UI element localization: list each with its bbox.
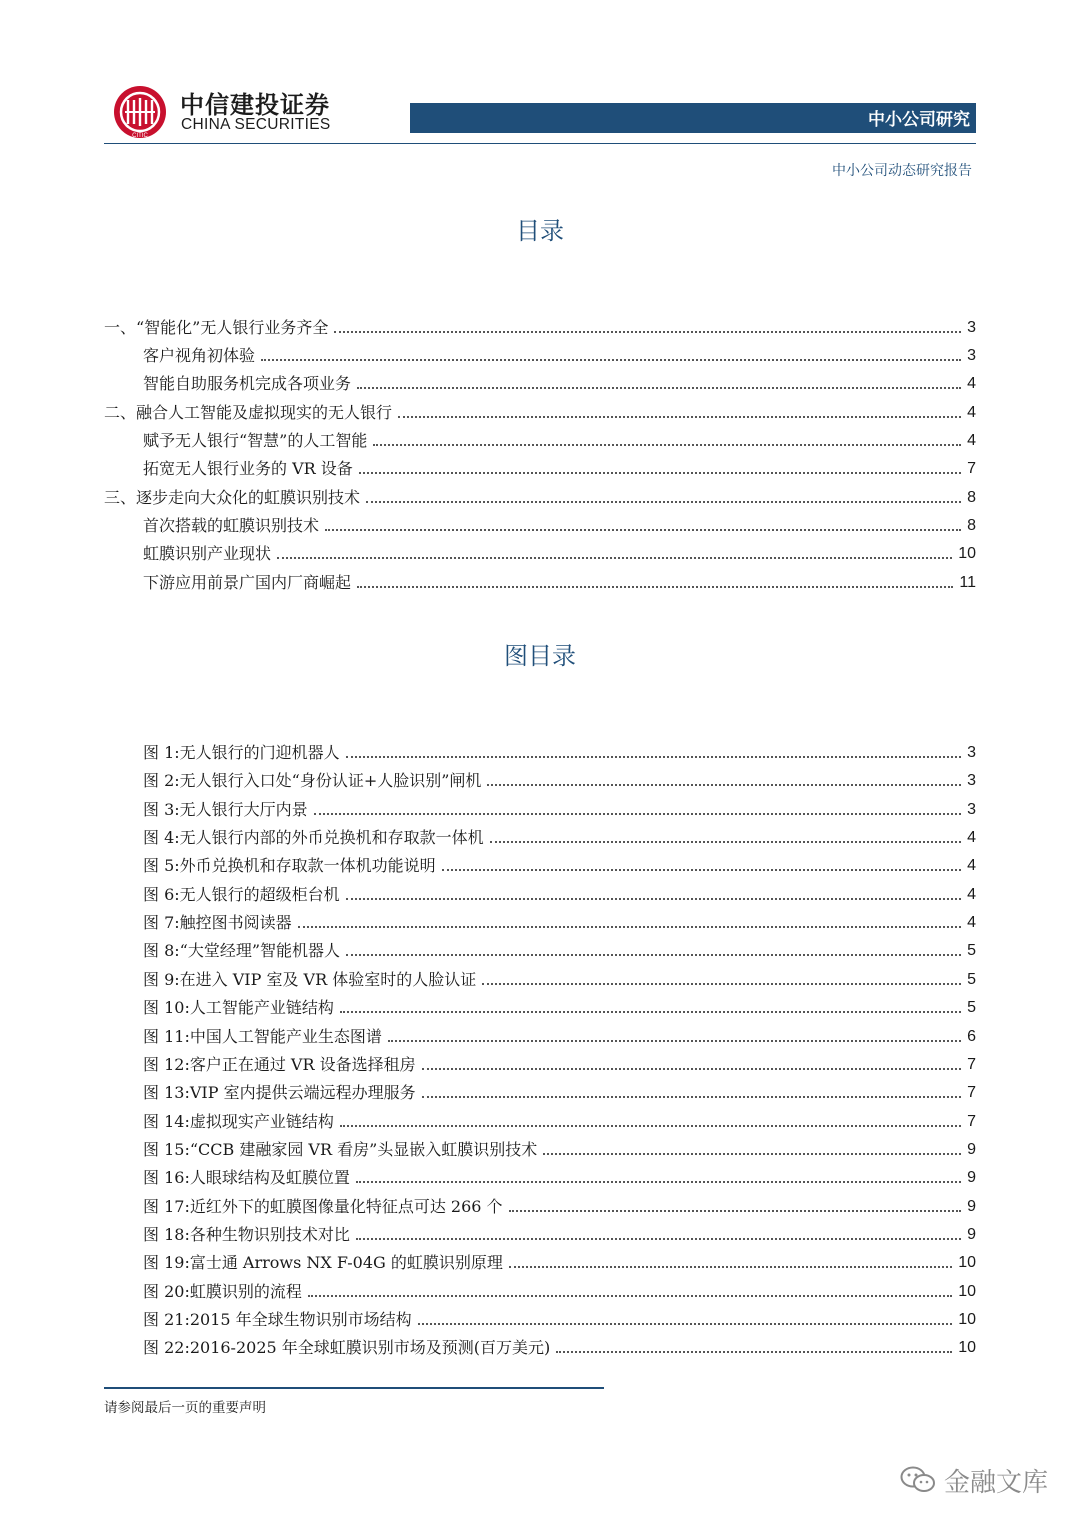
toc-entry[interactable] — [143, 457, 976, 479]
figure-entry[interactable] — [143, 769, 976, 791]
figure-leader — [418, 1323, 953, 1325]
figure-entry-text: 图 19:富士通 Arrows NX F-04G 的虹膜识别原理 — [143, 1253, 503, 1272]
figure-entry-page: 5 — [967, 971, 976, 988]
citic-logo-icon — [112, 84, 168, 140]
figure-entry-text: 图 5:外币兑换机和存取款一体机功能说明 — [143, 856, 436, 875]
brand-logo — [112, 84, 332, 140]
figure-entry[interactable] — [143, 911, 976, 933]
footer-divider — [104, 1387, 604, 1389]
figure-leader — [422, 1068, 961, 1070]
figure-entry[interactable] — [143, 1308, 976, 1330]
toc-title: 目录 — [516, 217, 564, 245]
figure-entry[interactable] — [143, 1053, 976, 1075]
toc-entry[interactable] — [143, 344, 976, 366]
logo-lettering: CITIC — [132, 133, 148, 139]
watermark — [900, 1462, 1048, 1498]
figure-entry-text: 图 1:无人银行的门迎机器人 — [143, 743, 340, 762]
figure-leader — [388, 1040, 961, 1042]
toc-entry-page: 3 — [967, 319, 976, 336]
figure-leader — [314, 813, 961, 815]
toc-entry-text: 三、逐步走向大众化的虹膜识别技术 — [104, 488, 361, 507]
toc-entry-text: 赋予无人银行“智慧”的人工智能 — [143, 431, 368, 450]
figure-entry[interactable] — [143, 996, 976, 1018]
toc-entry-text: 下游应用前景广国内厂商崛起 — [143, 573, 352, 592]
figure-entry[interactable] — [143, 1166, 976, 1188]
figure-entry-page: 3 — [967, 801, 976, 818]
figure-entry-text: 图 22:2016-2025 年全球虹膜识别市场及预测(百万美元) — [143, 1338, 551, 1357]
figure-entry-text: 图 12:客户正在通过 VR 设备选择租房 — [143, 1055, 416, 1074]
figure-entry-text: 图 4:无人银行内部的外币兑换机和存取款一体机 — [143, 828, 484, 847]
toc-entry[interactable] — [143, 571, 976, 593]
figure-entry-page: 4 — [967, 886, 976, 903]
figure-entry-text: 图 17:近红外下的虹膜图像量化特征点可达 266 个 — [143, 1197, 503, 1216]
brand-name-en: CHINA SECURITIES — [181, 116, 331, 133]
figure-entry[interactable] — [143, 798, 976, 820]
footer-disclaimer: 请参阅最后一页的重要声明 — [104, 1400, 266, 1416]
figure-entry-page: 9 — [967, 1198, 976, 1215]
figure-entry-text: 图 8:“大堂经理”智能机器人 — [143, 941, 341, 960]
figure-leader — [356, 1238, 961, 1240]
toc-entry[interactable] — [143, 542, 976, 564]
toc-entry-page: 8 — [967, 489, 976, 506]
figure-entry-text: 图 15:“CCB 建融家园 VR 看房”头显嵌入虹膜识别技术 — [143, 1140, 538, 1159]
toc-entry[interactable] — [143, 372, 976, 394]
figure-entry[interactable] — [143, 939, 976, 961]
figure-entry-page: 7 — [967, 1056, 976, 1073]
toc-leader — [334, 331, 961, 333]
figure-entry-text: 图 7:触控图书阅读器 — [143, 913, 292, 932]
header-bar — [410, 103, 976, 133]
figure-entry[interactable] — [143, 1081, 976, 1103]
figure-list-title: 图目录 — [504, 642, 576, 670]
figure-leader — [543, 1153, 961, 1155]
watermark-text: 金融文库 — [943, 1467, 1048, 1498]
figure-entry-page: 9 — [967, 1141, 976, 1158]
figure-entry[interactable] — [143, 854, 976, 876]
toc-entry-page: 4 — [967, 432, 976, 449]
figure-leader — [442, 869, 961, 871]
toc-entry-page: 8 — [967, 517, 976, 534]
figure-entry-page: 6 — [967, 1028, 976, 1045]
toc-entry-page: 4 — [967, 375, 976, 392]
figure-leader — [490, 841, 961, 843]
toc-entry-page: 10 — [958, 545, 976, 562]
toc-leader — [359, 472, 961, 474]
header-divider — [104, 143, 976, 144]
toc-leader — [357, 387, 961, 389]
toc-leader — [325, 529, 961, 531]
figure-entry-text: 图 9:在进入 VIP 室及 VR 体验室时的人脸认证 — [143, 970, 477, 989]
toc-entry-text: 智能自助服务机完成各项业务 — [143, 374, 352, 393]
figure-entry[interactable] — [143, 826, 976, 848]
figure-entry[interactable] — [143, 1025, 976, 1047]
figure-entry[interactable] — [143, 1138, 976, 1160]
figure-entry[interactable] — [143, 968, 976, 990]
toc-entry-text: 拓宽无人银行业务的 VR 设备 — [143, 459, 353, 478]
figure-entry-text: 图 20:虹膜识别的流程 — [143, 1282, 302, 1301]
toc-leader — [277, 557, 952, 559]
section-label: 中小公司研究 — [868, 110, 970, 130]
figure-leader — [482, 983, 961, 985]
figure-entry-page: 3 — [967, 744, 976, 761]
toc-leader — [357, 586, 953, 588]
figure-entry-page: 10 — [958, 1339, 976, 1356]
figure-leader — [346, 954, 961, 956]
report-type: 中小公司动态研究报告 — [832, 163, 972, 179]
toc-leader — [373, 444, 961, 446]
figure-leader — [509, 1210, 962, 1212]
figure-entry-page: 3 — [967, 772, 976, 789]
figure-entry-text: 图 14:虚拟现实产业链结构 — [143, 1112, 334, 1131]
toc-entry[interactable] — [104, 486, 976, 508]
figure-entry[interactable] — [143, 1195, 976, 1217]
brand-name-cn: 中信建投证券 — [180, 91, 330, 119]
figure-entry-text: 图 6:无人银行的超级柜台机 — [143, 885, 340, 904]
figure-leader — [556, 1351, 952, 1353]
figure-leader — [346, 756, 961, 758]
wechat-icon — [900, 1465, 936, 1495]
figure-leader — [422, 1096, 962, 1098]
figure-entry[interactable] — [143, 741, 976, 763]
figure-entry-text: 图 10:人工智能产业链结构 — [143, 998, 334, 1017]
figure-entry-page: 4 — [967, 857, 976, 874]
figure-leader — [487, 784, 961, 786]
toc-entry-page: 4 — [967, 404, 976, 421]
figure-leader — [298, 926, 961, 928]
toc-leader — [398, 416, 961, 418]
figure-leader — [340, 1011, 961, 1013]
figure-entry-page: 9 — [967, 1169, 976, 1186]
figure-entry[interactable] — [143, 1251, 976, 1273]
toc-entry[interactable] — [143, 429, 976, 451]
figure-entry-text: 图 11:中国人工智能产业生态图谱 — [143, 1027, 382, 1046]
figure-leader — [340, 1125, 961, 1127]
toc-entry-text: 虹膜识别产业现状 — [143, 544, 272, 563]
toc-entry-page: 11 — [959, 574, 976, 591]
figure-leader — [356, 1181, 961, 1183]
figure-entry-text: 图 16:人眼球结构及虹膜位置 — [143, 1168, 350, 1187]
figure-entry-page: 7 — [967, 1113, 976, 1130]
figure-entry[interactable] — [143, 1110, 976, 1132]
toc-entry-text: 一、“智能化”无人银行业务齐全 — [104, 318, 329, 337]
figure-entry-page: 9 — [967, 1226, 976, 1243]
figure-entry-text: 图 2:无人银行入口处“身份认证+人脸识别”闸机 — [143, 771, 482, 790]
figure-entry-page: 4 — [967, 914, 976, 931]
toc-entry[interactable] — [143, 514, 976, 536]
toc-entry-text: 二、融合人工智能及虚拟现实的无人银行 — [104, 403, 393, 422]
figure-leader — [308, 1295, 952, 1297]
toc-entry[interactable] — [104, 316, 976, 338]
figure-entry[interactable] — [143, 883, 976, 905]
figure-leader — [509, 1266, 952, 1268]
figure-entry-text: 图 18:各种生物识别技术对比 — [143, 1225, 350, 1244]
figure-entry-page: 5 — [967, 942, 976, 959]
figure-entry-page: 4 — [967, 829, 976, 846]
figure-entry[interactable] — [143, 1280, 976, 1302]
figure-entry-page: 10 — [958, 1254, 976, 1271]
figure-entry-page: 10 — [958, 1311, 976, 1328]
figure-entry-text: 图 13:VIP 室内提供云端远程办理服务 — [143, 1083, 416, 1102]
toc-entry-text: 首次搭载的虹膜识别技术 — [143, 516, 320, 535]
figure-entry-page: 5 — [967, 999, 976, 1016]
figure-leader — [346, 898, 961, 900]
toc-entry-text: 客户视角初体验 — [143, 346, 256, 365]
toc-entry-page: 7 — [967, 460, 976, 477]
figure-entry-text: 图 21:2015 年全球生物识别市场结构 — [143, 1310, 412, 1329]
figure-entry-page: 10 — [958, 1283, 976, 1300]
toc-entry[interactable] — [104, 401, 976, 423]
toc-leader — [261, 359, 961, 361]
figure-entry[interactable] — [143, 1336, 976, 1358]
toc-entry-page: 3 — [967, 347, 976, 364]
figure-entry[interactable] — [143, 1223, 976, 1245]
toc-leader — [366, 501, 961, 503]
figure-entry-text: 图 3:无人银行大厅内景 — [143, 800, 308, 819]
figure-entry-page: 7 — [967, 1084, 976, 1101]
